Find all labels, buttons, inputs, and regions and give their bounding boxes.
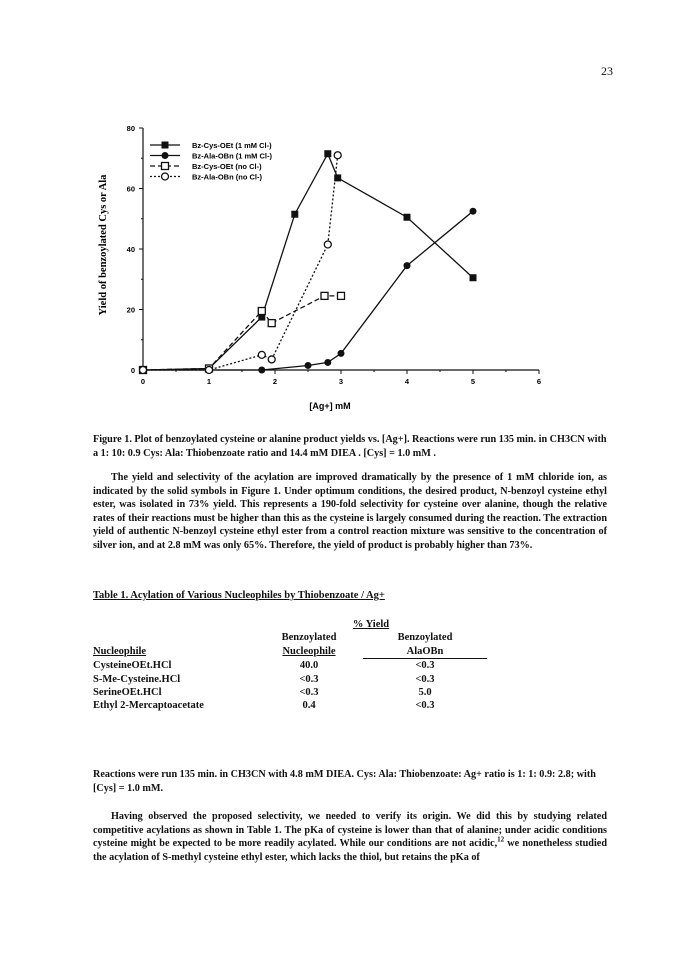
data-point xyxy=(258,351,265,358)
y-tick-label: 60 xyxy=(126,184,135,194)
chart-series-lines xyxy=(143,151,473,370)
data-point xyxy=(404,214,411,221)
paragraph-2 xyxy=(93,810,607,864)
legend-label: Bz-Ala-OBn (1 mM Cl-) xyxy=(192,151,272,161)
x-tick-label: 1 xyxy=(206,377,212,386)
reference-superscript: 12 xyxy=(497,835,505,844)
table-row xyxy=(93,673,487,686)
table-cell-value: 0.4 xyxy=(302,700,316,712)
table-col2-header-2: AlaOBn xyxy=(363,645,487,659)
data-point xyxy=(321,292,328,299)
legend-marker xyxy=(162,163,169,170)
table-row xyxy=(93,659,487,673)
x-tick-label: 6 xyxy=(536,377,542,386)
table-cell-value: <0.3 xyxy=(415,660,435,672)
table-cell-name: CysteineOEt.HCl xyxy=(93,659,172,671)
table-cell-value: <0.3 xyxy=(299,673,319,685)
data-point xyxy=(305,362,312,369)
series-line-3 xyxy=(143,296,341,370)
table-group-header: % Yield xyxy=(352,619,390,630)
data-point xyxy=(258,308,265,315)
paragraph-2-text: Having observed the proposed selectivity, we needed to verify its origin. We did this by studying related competitive acylations as shown in Table 1. The pKa of cysteine is lower than that of alanine; under acidic conditions cysteine might be expected to be more readily acylated. While our conditions are not acidic, xyxy=(93,811,607,850)
table-col2-header: Benzoylated xyxy=(397,632,453,644)
table-title: Table 1. Acylation of Various Nucleophiles by Thiobenzoate / Ag+ xyxy=(93,590,385,601)
data-point xyxy=(268,320,275,327)
page-number: 23 xyxy=(601,64,613,78)
table-cell-value: 5.0 xyxy=(418,687,432,699)
y-tick-label: 80 xyxy=(126,124,135,133)
table-cell-value: <0.3 xyxy=(415,673,435,685)
x-tick-label: 5 xyxy=(470,377,476,386)
y-tick-label: 20 xyxy=(126,305,135,315)
legend-label: Bz-Ala-OBn (no Cl-) xyxy=(192,172,262,182)
data-point xyxy=(470,208,477,215)
data-point xyxy=(470,274,477,281)
data-point xyxy=(338,350,345,357)
y-axis-label: Yield of benzoylated Cys or Ala xyxy=(98,174,109,316)
legend-label: Bz-Cys-OEt (no Cl-) xyxy=(192,162,262,171)
table-1 xyxy=(93,618,487,713)
table-cell-name: SerineOEt.HCl xyxy=(93,687,162,699)
chart-tick-labels xyxy=(127,124,541,386)
table-header-nucleophile: Nucleophile xyxy=(93,646,147,658)
x-tick-label: 4 xyxy=(404,377,410,386)
figure-caption-text: Figure 1. Plot of benzoylated cysteine or alanine product yields vs. [Ag+]. Reactions were run 135 min. in CH3CN with a 1: 10: 0.9 Cys: Ala: Thiobenzoate ratio and 14.4 mM DIEA . [Cys] = 1.0 mM . xyxy=(93,434,607,459)
data-point xyxy=(338,292,345,299)
table-col1-header: Benzoylated xyxy=(281,632,337,644)
paragraph-1: The yield and selectivity of the acylation are improved dramatically by the presence of 1 mM chloride ion, as indicated by the solid symbols in Figure 1. Under optimum conditions, the desired product, N-benzoyl cysteine ethyl ester, was isolated in 73% yield. This represents a 190-fold selectivity for cysteine over alanine, though the relative rates of their reactions must be higher than this as the cysteine is largely consumed during the reaction. The extraction yield of authentic N-benzoyl cysteine ethyl ester from a control reaction mixture was sensitive to the concentration of silver ion, and at 2.8 mM was only 65%. Therefore, the yield of product is probably higher than 73%. xyxy=(93,472,607,551)
data-point xyxy=(291,211,298,218)
legend-label: Bz-Cys-OEt (1 mM Cl-) xyxy=(192,141,272,150)
x-axis-label: [Ag+] mM xyxy=(309,401,351,411)
x-tick-label: 0 xyxy=(140,377,146,386)
data-point xyxy=(334,152,341,159)
table-col1-header-2: Nucleophile xyxy=(282,646,336,658)
data-point xyxy=(404,262,411,269)
table-cell-value: <0.3 xyxy=(299,687,319,699)
legend-marker xyxy=(162,173,169,180)
chart-legend xyxy=(150,141,272,182)
data-point xyxy=(334,174,341,181)
table-cell-name: S-Me-Cysteine.HCl xyxy=(93,673,181,685)
series-line-2 xyxy=(143,211,473,370)
data-point xyxy=(324,359,331,366)
data-point xyxy=(140,367,147,374)
table-note: Reactions were run 135 min. in CH3CN with 4.8 mM DIEA. Cys: Ala: Thiobenzoate: Ag+ ratio is 1: 1: 0.9: 2.8; with [Cys] = 1.0 mM. xyxy=(93,769,596,794)
legend-marker xyxy=(162,142,169,149)
data-point xyxy=(258,367,265,374)
data-point xyxy=(268,356,275,363)
y-tick-label: 0 xyxy=(130,366,135,375)
figure-1-chart xyxy=(0,0,673,430)
data-point xyxy=(324,150,331,157)
data-point xyxy=(206,367,213,374)
x-tick-label: 2 xyxy=(272,377,278,386)
table-row xyxy=(93,686,487,699)
table-cell-value: <0.3 xyxy=(415,700,435,712)
legend-marker xyxy=(162,152,169,159)
series-line-1 xyxy=(143,151,473,370)
x-tick-label: 3 xyxy=(338,377,344,386)
paragraph-2-text-cont: we nonetheless studied the acylation of S-methyl cysteine ethyl ester, which lacks the thiol, but retains the pKa of xyxy=(93,838,607,863)
table-cell-value: 40.0 xyxy=(299,659,319,671)
figure-caption xyxy=(93,433,613,461)
chart-markers xyxy=(140,150,477,373)
table-row xyxy=(93,699,487,712)
y-tick-label: 40 xyxy=(126,245,135,254)
table-cell-name: Ethyl 2-Mercaptoacetate xyxy=(93,700,204,712)
data-point xyxy=(324,241,331,248)
